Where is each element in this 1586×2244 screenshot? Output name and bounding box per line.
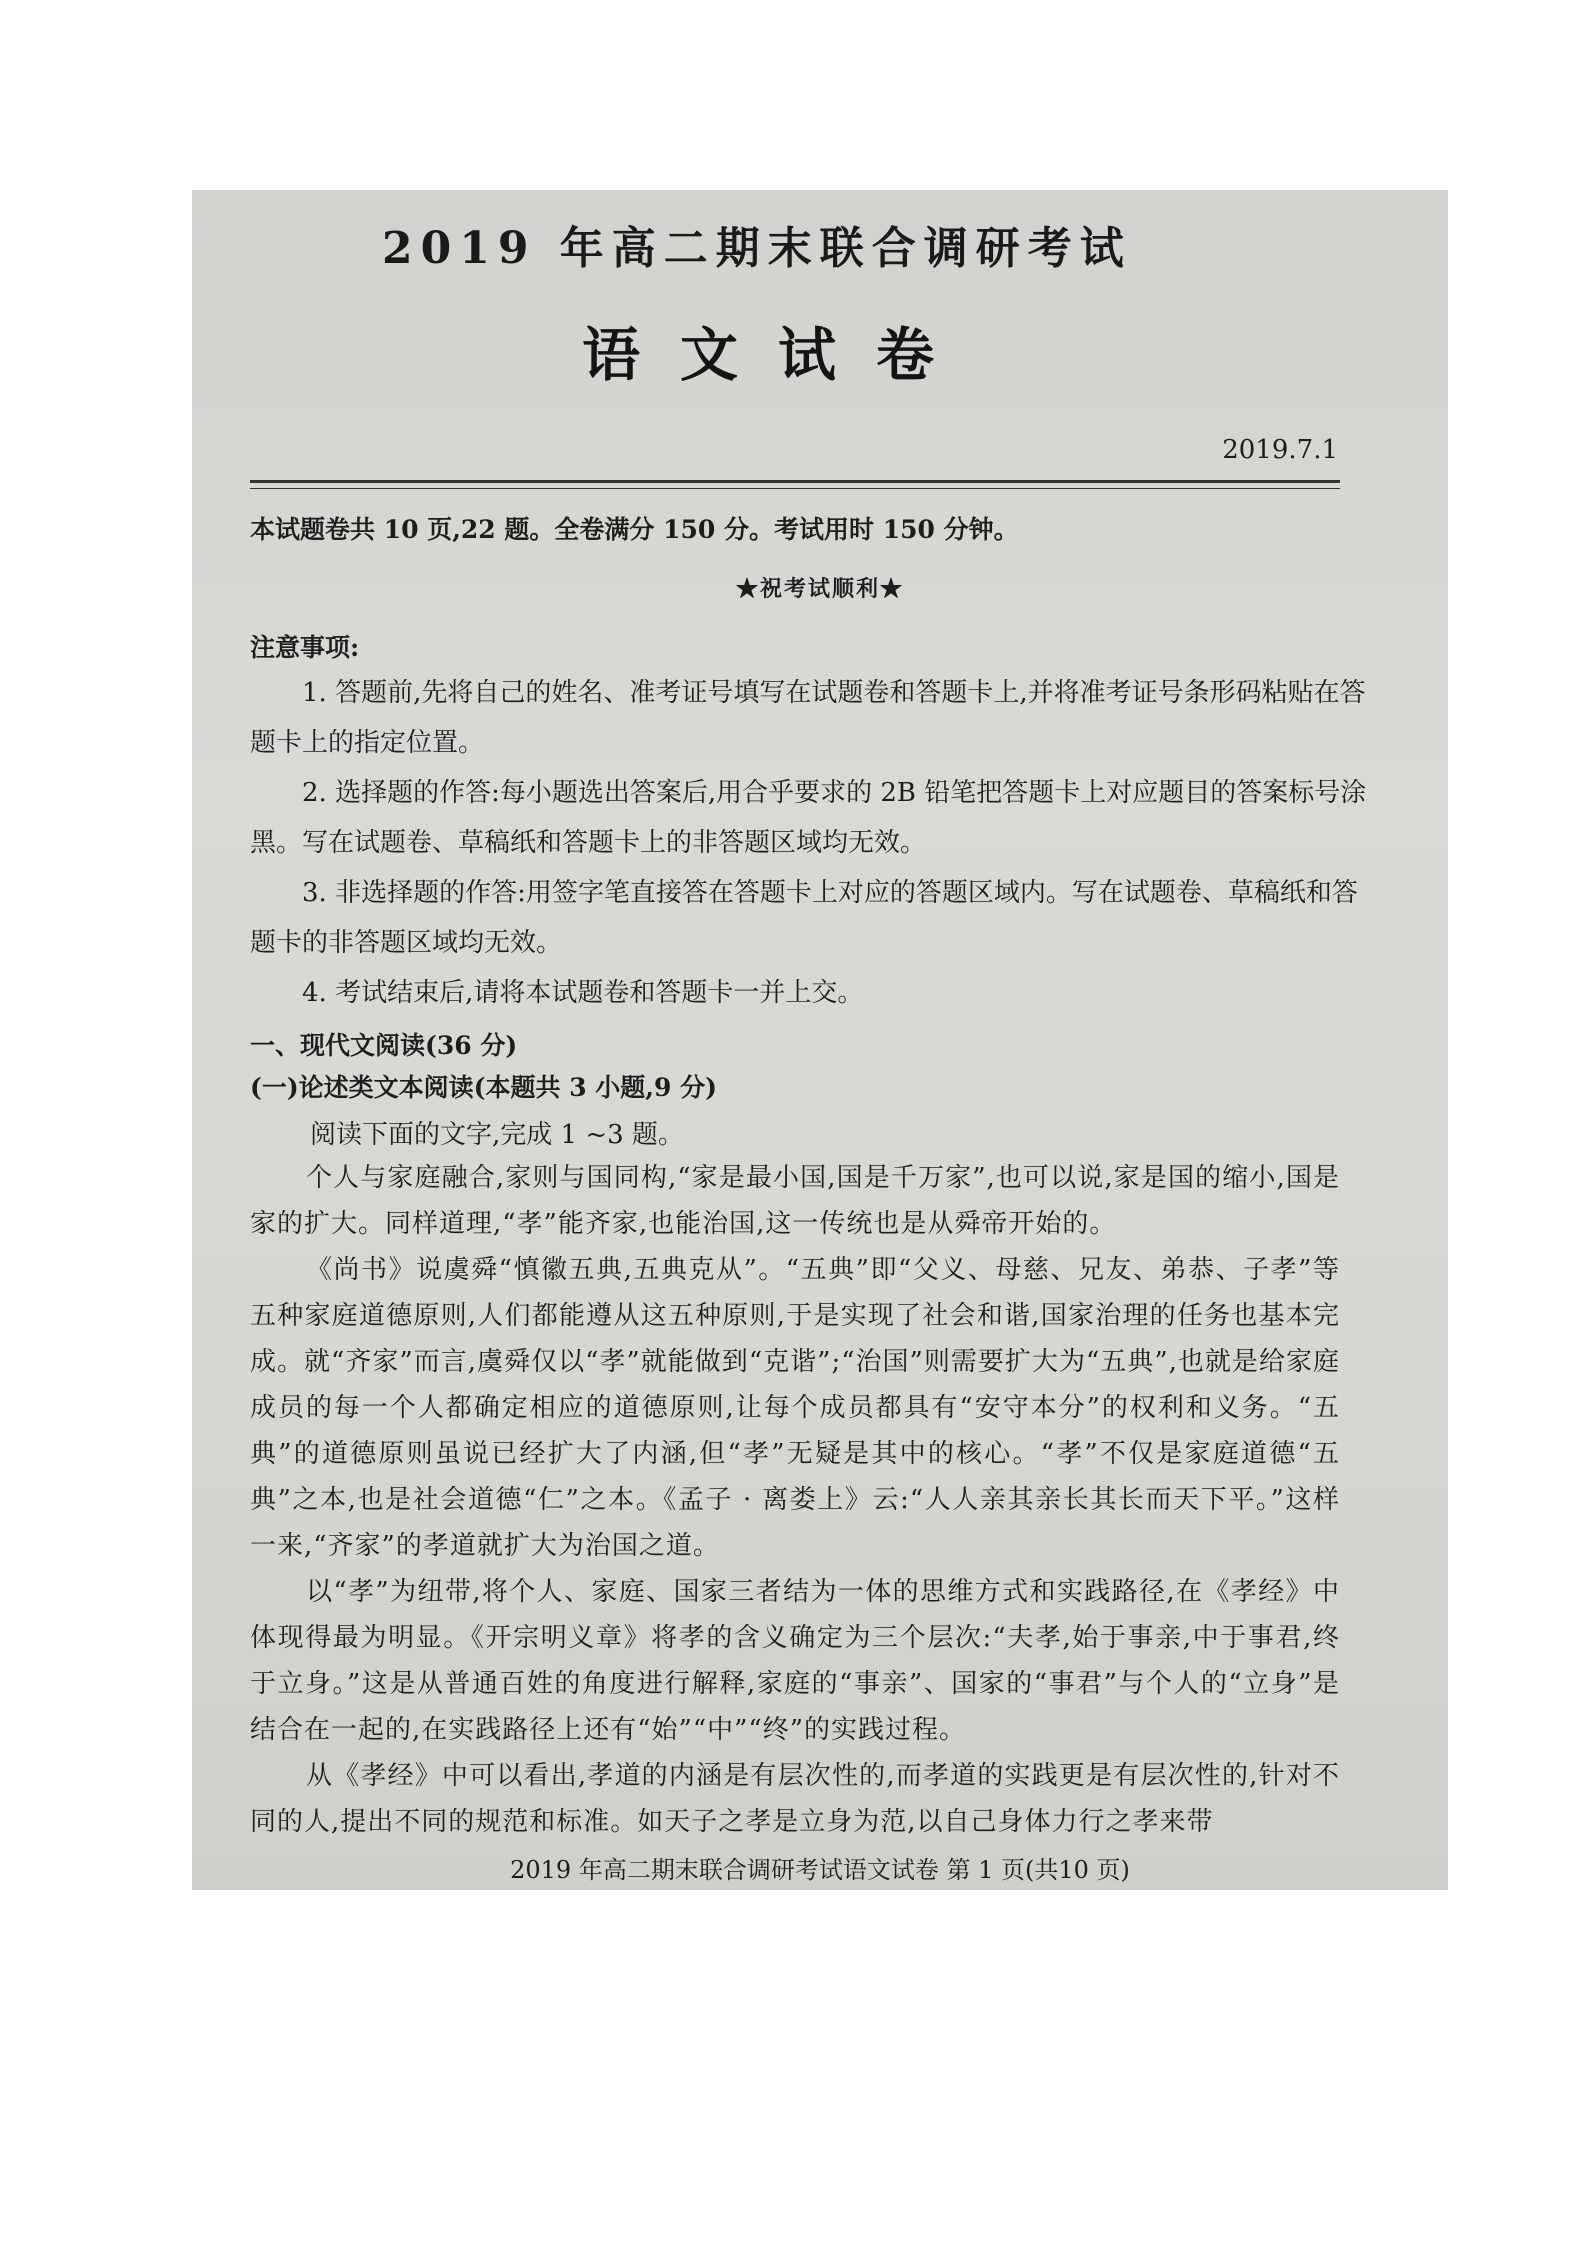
page-footer: 2019 年高二期末联合调研考试语文试卷 第 1 页(共10 页) <box>510 1856 1130 1884</box>
notes-heading: 注意事项: <box>250 633 360 662</box>
note-item: 4. 考试结束后,请将本试题卷和答题卡一并上交。 <box>302 978 864 1008</box>
header-divider <box>250 480 1340 483</box>
note-item: 1. 答题前,先将自己的姓名、准考证号填写在试题卷和答题卡上,并将准考证号条形码粘贴在答题卡上的指定位置。 <box>250 678 1366 758</box>
reading-instruction: 阅读下面的文字,完成 1 ~3 题。 <box>310 1120 684 1150</box>
note-item: 3. 非选择题的作答:用签字笔直接答在答题卡上对应的答题区域内。写在试题卷、草稿纸和答题卡的非答题区域均无效。 <box>250 878 1358 958</box>
passage-paragraph: 个人与家庭融合,家则与国同构,“家是最小国,国是千万家”,也可以说,家是国的缩小,国是家的扩大。同样道理,“孝”能齐家,也能治国,这一传统也是从舜帝开始的。 <box>250 1163 1340 1239</box>
exam-title: 2019 年高二期末联合调研考试 <box>382 223 1132 274</box>
note-item: 2. 选择题的作答:每小题选出答案后,用合乎要求的 2B 铅笔把答题卡上对应题目的答案标号涂黑。写在试题卷、草稿纸和答题卡上的非答题区域均无效。 <box>250 778 1367 858</box>
exam-date: 2019.7.1 <box>1222 435 1338 465</box>
passage-paragraph: 以“孝”为纽带,将个人、家庭、国家三者结为一体的思维方式和实践路径,在《孝经》中体现得最为明显。《开宗明义章》将孝的含义确定为三个层次:“夫孝,始于事亲,中于事君,终于立身。”这是从普通百姓的角度进行解释,家庭的“事亲”、国家的“事君”与个人的“立身”是结合在一起的,在实践路径上还有“始”“中”“终”的实践过程。 <box>250 1577 1340 1745</box>
passage-paragraph: 《尚书》说虞舜“慎徽五典,五典克从”。“五典”即“父义、母慈、兄友、弟恭、子孝”等五种家庭道德原则,人们都能遵从这五种原则,于是实现了社会和谐,国家治理的任务也基本完成。就“齐家”而言,虞舜仅以“孝”就能做到“克谐”;“治国”则需要扩大为“五典”,也就是给家庭成员的每一个人都确定相应的道德原则,让每个成员都具有“安守本分”的权利和义务。“五典”的道德原则虽说已经扩大了内涵,但“孝”无疑是其中的核心。“孝”不仅是家庭道德“五典”之本,也是社会道德“仁”之本。《孟子 · 离娄上》云:“人人亲其亲长其长而天下平。”这样一来,“齐家”的孝道就扩大为治国之道。 <box>250 1255 1340 1561</box>
exam-page-photo <box>192 190 1448 1890</box>
subsection-heading: (一)论述类文本阅读(本题共 3 小题,9 分) <box>250 1073 717 1102</box>
section-heading: 一、现代文阅读(36 分) <box>250 1031 518 1060</box>
exam-summary: 本试题卷共 10 页,22 题。全卷满分 150 分。考试用时 150 分钟。 <box>250 515 1019 544</box>
good-luck-banner: ★祝考试顺利★ <box>735 576 904 602</box>
header-divider-thin <box>250 488 1340 489</box>
subject-title: 语文试卷 <box>582 321 975 389</box>
passage-paragraph: 从《孝经》中可以看出,孝道的内涵是有层次性的,而孝道的实践更是有层次性的,针对不同的人,提出不同的规范和标准。如天子之孝是立身为范,以自己身体力行之孝来带 <box>250 1761 1340 1837</box>
